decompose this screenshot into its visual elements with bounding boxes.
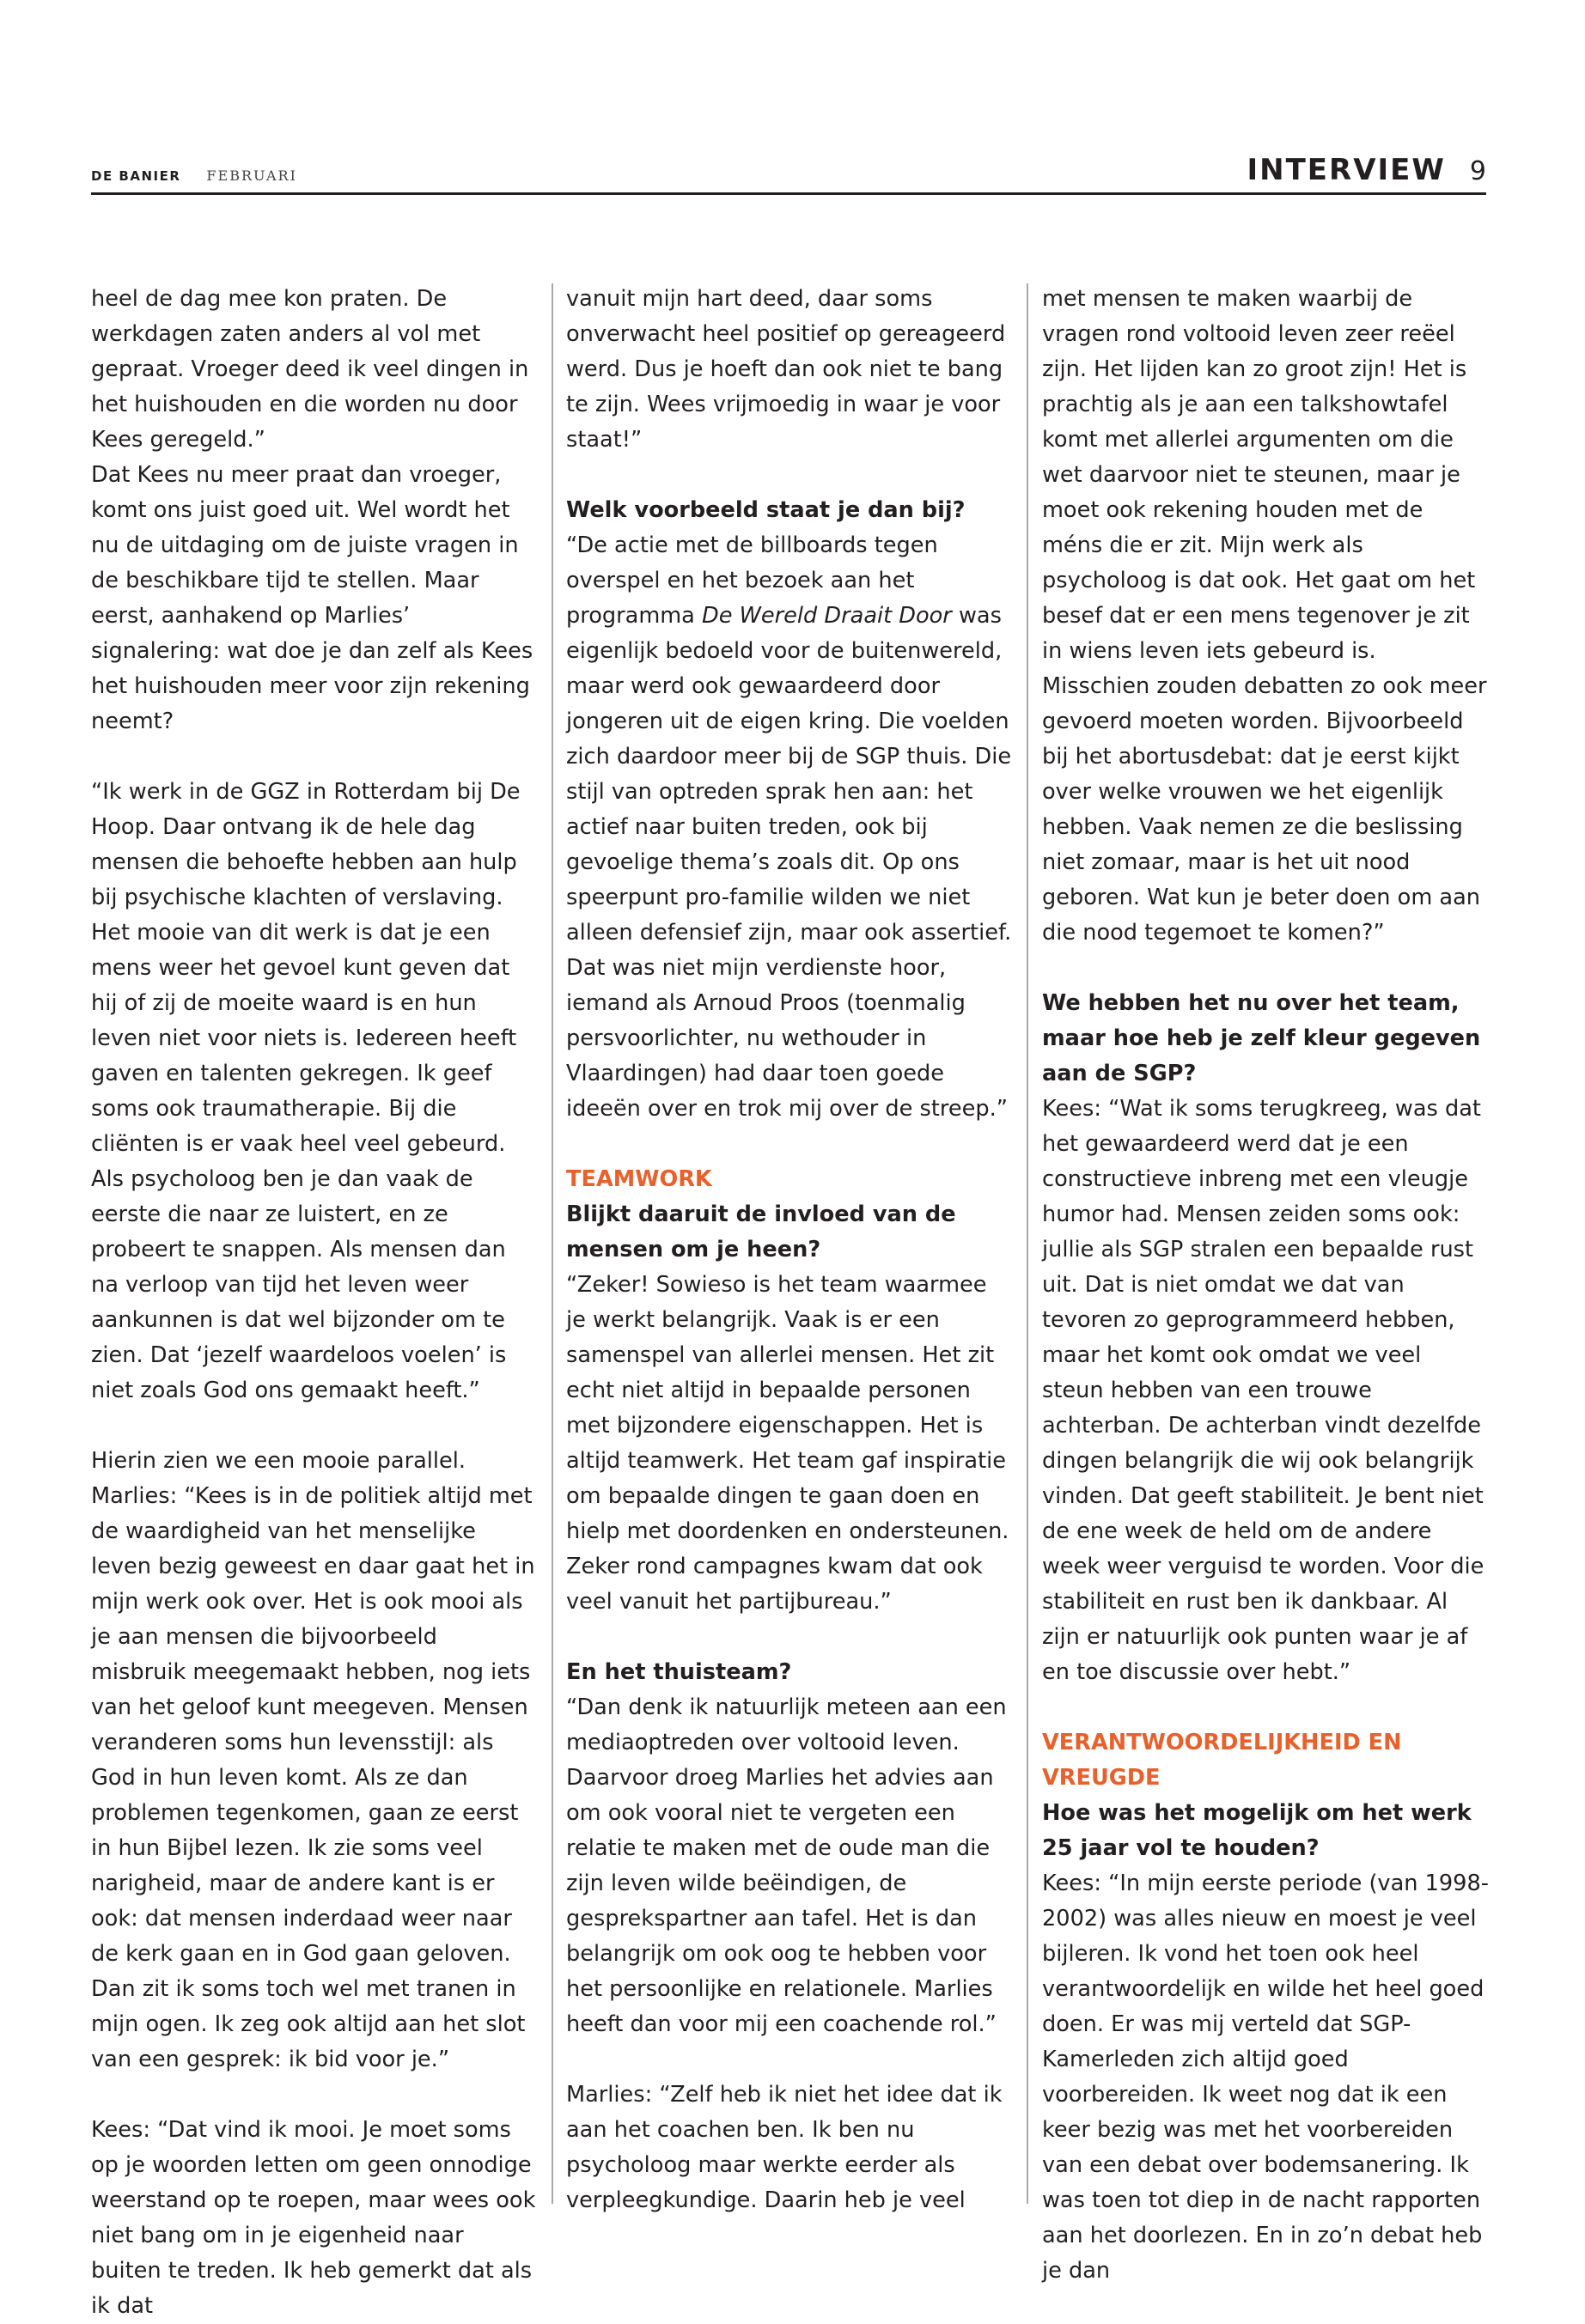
paragraph bbox=[566, 528, 1013, 1127]
text-column-2 bbox=[566, 282, 1013, 2213]
paragraph: Marlies: “Zelf heb ik niet het idee dat ik aan het coachen ben. Ik ben nu psycholoog maar werkte eerder als verpleegkundige. Daarin heb je veel bbox=[566, 2082, 1003, 2213]
paragraph: “Ik werk in de GGZ in Rotterdam bij De Hoop. Daar ontvang ik de hele dag mensen die behoefte hebben aan hulp bij psychische klachten of verslaving. Het mooie van dit werk is dat je een mens weer het gevoel kunt geven dat hij of zij de moeite waard is en hun leven niet voor niets is. Iedereen heeft gaven en talenten gekregen. Ik geef soms ook traumatherapie. Bij die cliënten is er vaak heel veel gebeurd. Als psycholoog ben je dan vaak de eerste die naar ze luistert, en ze probeert te snappen. Als mensen dan na verloop van tijd het leven weer aankunnen is dat wel bijzonder om te zien. Dat ‘jezelf waardeloos voelen’ is niet zoals God ons gemaakt heeft.” bbox=[91, 779, 521, 1403]
header-left bbox=[91, 167, 297, 184]
paragraph: Dat Kees nu meer praat dan vroeger, komt ons juist goed uit. Wel wordt het nu de uitdaging om de juiste vragen in de beschikbare tijd te stellen. Maar eerst, aanhakend op Marlies’ signalering: wat doe je dan zelf als Kees het huishouden meer voor zijn rekening neemt? bbox=[91, 462, 533, 734]
paragraph: met mensen te maken waarbij de vragen rond voltooid leven zeer reëel zijn. Het lijden kan zo groot zijn! Het is prachtig als je aan een talkshowtafel komt met allerlei argumenten om die wet daarvoor niet te steunen, maar je moet ook rekening houden met de méns die er zit. Mijn werk als psycholoog is dat ook. Het gaat om het besef dat er een mens tegenover je zit in wiens leven iets gebeurd is. Misschien zouden debatten zo ook meer gevoerd moeten worden. Bijvoorbeeld bij het abortusdebat: dat je eerst kijkt over welke vrouwen we het eigenlijk hebben. Vaak nemen ze die beslissing niet zomaar, maar is het uit nood geboren. Wat kun je beter doen om aan die nood tegemoet te komen?” bbox=[1042, 286, 1487, 946]
paragraph: Kees: “Dat vind ik mooi. Je moet soms op je woorden letten om geen onnodige weerstand op te roepen, maar wees ook niet bang om in je eigenheid naar buiten te treden. Ik heb gemerkt dat als ik dat bbox=[91, 2117, 536, 2319]
issue-month: FEBRUARI bbox=[206, 167, 297, 184]
paragraph: Kees: “In mijn eerste periode (van 1998-2002) was alles nieuw en moest je veel bijleren. Ik vond het toen ook heel verantwoordelijk en wilde het heel goed doen. Er was mij verteld dat SGP-Kamerleden zich altijd goed voorbereiden. Ik weet nog dat ik een keer bezig was met het voorbereiden van een debat over bodemsanering. Ik was toen tot diep in de nacht rapporten aan het doorlezen. En in zo’n debat heb je dan bbox=[1042, 1871, 1489, 2284]
text-column-1 bbox=[91, 282, 538, 2319]
paragraph: Hierin zien we een mooie parallel. bbox=[91, 1448, 466, 1474]
interview-question: En het thuisteam? bbox=[566, 1659, 792, 1685]
page-number: 9 bbox=[1469, 156, 1486, 186]
column-divider bbox=[552, 283, 553, 2204]
interview-question: We hebben het nu over het team, maar hoe heb je zelf kleur gegeven aan de SGP? bbox=[1042, 990, 1481, 1086]
program-title: De Wereld Draait Door bbox=[702, 603, 952, 629]
paragraph: heel de dag mee kon praten. De werkdagen zaten anders al vol met gepraat. Vroeger deed ik veel dingen in het huishouden en die worden nu door Kees geregeld.” bbox=[91, 286, 529, 453]
page-header bbox=[91, 144, 1486, 195]
text-column-3 bbox=[1042, 282, 1489, 2284]
interview-question: Hoe was het mogelijk om het werk 25 jaar vol te houden? bbox=[1042, 1800, 1472, 1861]
paragraph: “Dan denk ik natuurlijk meteen aan een mediaoptreden over voltooid leven. Daarvoor droeg Marlies het advies aan om ook vooral niet te vergeten een relatie te maken met de oude man die zijn leven wilde beëindigen, de gesprekspartner aan tafel. Het is dan belangrijk om ook oog te hebben voor het persoonlijke en relationele. Marlies heeft dan voor mij een coachende rol.” bbox=[566, 1694, 1007, 2037]
column-divider bbox=[1027, 283, 1028, 2204]
subheading: VERANTWOORDELIJKHEID EN VREUGDE bbox=[1042, 1730, 1402, 1791]
subheading: TEAMWORK bbox=[566, 1166, 712, 1192]
section-title: INTERVIEW bbox=[1247, 153, 1446, 187]
magazine-name: DE BANIER bbox=[91, 168, 181, 184]
paragraph: Kees: “Wat ik soms terugkreeg, was dat het gewaardeerd werd dat je een constructieve inbreng met een vleugje humor had. Mensen zeiden soms ook: jullie als SGP stralen een bepaalde rust uit. Dat is niet omdat we dat van tevoren zo geprogrammeerd hebben, maar het komt ook omdat we veel steun hebben van een trouwe achterban. De achterban vindt dezelfde dingen belangrijk die wij ook belangrijk vinden. Dat geeft stabiliteit. Je bent niet de ene week de held om de andere week weer verguisd te worden. Voor die stabiliteit en rust ben ik dankbaar. Al zijn er natuurlijk ook punten waar je af en toe discussie over hebt.” bbox=[1042, 1096, 1484, 1685]
interview-question: Welk voorbeeld staat je dan bij? bbox=[566, 497, 966, 523]
paragraph: vanuit mijn hart deed, daar soms onverwacht heel positief op gereageerd werd. Dus je hoeft dan ook niet te bang te zijn. Wees vrijmoedig in waar je voor staat!” bbox=[566, 286, 1006, 453]
header-right bbox=[1247, 153, 1487, 187]
paragraph: “Zeker! Sowieso is het team waarmee je werkt belangrijk. Vaak is er een samenspel van allerlei mensen. Het zit echt niet altijd in bepaalde personen met bijzondere eigenschappen. Het is altijd teamwerk. Het team gaf inspiratie om bepaalde dingen te gaan doen en hielp met doordenken en ondersteunen. Zeker rond campagnes kwam dat ook veel vanuit het partijbureau.” bbox=[566, 1272, 1009, 1615]
text-run: “De actie met de billboards tegen overspel en het bezoek aan het programma bbox=[566, 532, 938, 629]
paragraph: Marlies: “Kees is in de politiek altijd met de waardigheid van het menselijke leven bezig geweest en daar gaat het in mijn werk ook over. Het is ook mooi als je aan mensen die bijvoorbeeld misbruik meegemaakt hebben, nog iets van het geloof kunt meegeven. Mensen veranderen soms hun levensstijl: als God in hun leven komt. Als ze dan problemen tegenkomen, gaan ze eerst in hun Bijbel lezen. Ik zie soms veel narigheid, maar de andere kant is er ook: dat mensen inderdaad weer naar de kerk gaan en in God gaan geloven. Dan zit ik soms toch wel met tranen in mijn ogen. Ik zeg ook altijd aan het slot van een gesprek: ik bid voor je.” bbox=[91, 1483, 535, 2072]
text-run: was eigenlijk bedoeld voor de buitenwereld, maar werd ook gewaardeerd door jongeren uit de eigen kring. Die voelden zich daardoor meer bij de SGP thuis. Die stijl van optreden sprak hen aan: het actief naar buiten treden, ook bij gevoelige thema’s zoals dit. Op ons speerpunt pro-familie wilden we niet alleen defensief zijn, maar ook assertief. Dat was niet mijn verdienste hoor, iemand als Arnoud Proos (toenmalig persvoorlichter, nu wethouder in Vlaardingen) had daar toen goede ideeën over en trok mij over de streep.” bbox=[566, 603, 1012, 1122]
interview-question: Blijkt daaruit de invloed van de mensen om je heen? bbox=[566, 1202, 956, 1262]
